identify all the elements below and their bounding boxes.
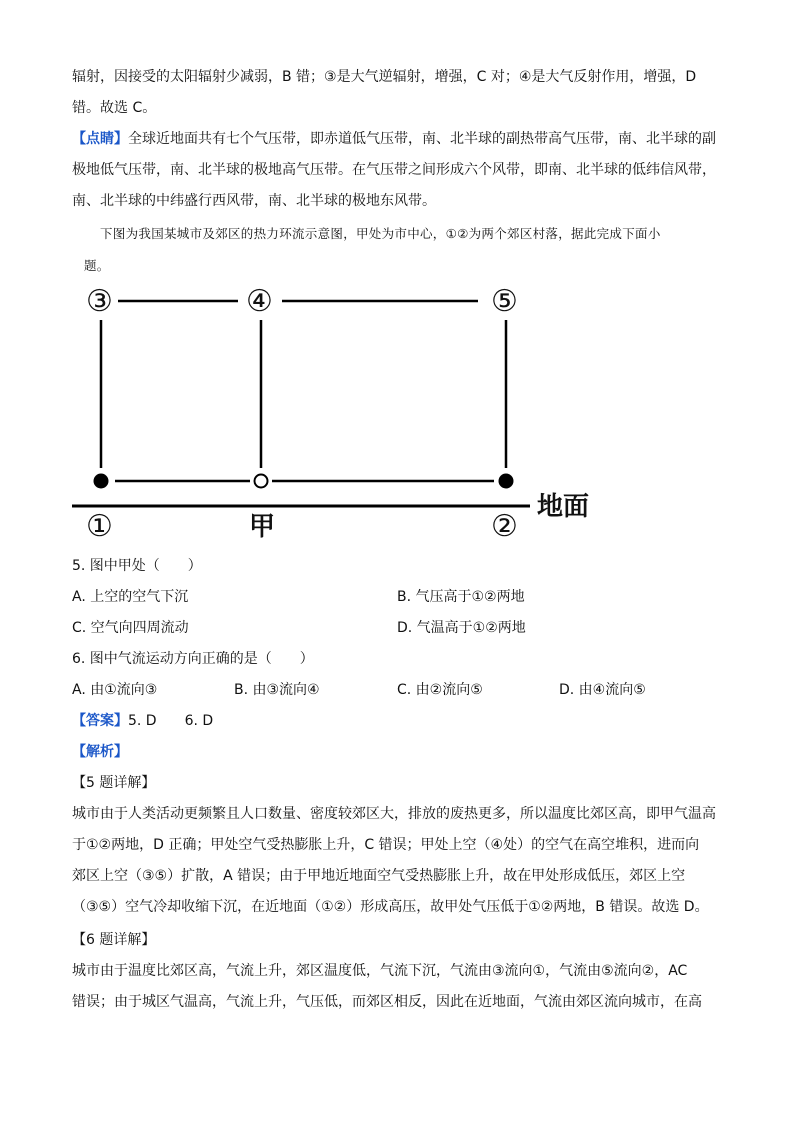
- label-4: ④: [246, 284, 273, 319]
- point-2-marker: [499, 474, 514, 489]
- text-line: 城市由于温度比郊区高，气流上升，郊区温度低，气流下沉，气流由③流向①，气流由⑤流向②，AC: [72, 963, 688, 979]
- intro-line: 下图为我国某城市及郊区的热力环流示意图，甲处为市中心，①②为两个郊区村落，据此完成下面小: [100, 226, 661, 241]
- question-5-stem: 5. 图中甲处（ ）: [72, 558, 202, 574]
- detail-6-tag: 【6 题详解】: [72, 932, 156, 948]
- intro-line: 题。: [84, 258, 110, 273]
- q6-option-d: D. 由④流向⑤: [559, 682, 646, 698]
- q6-option-c: C. 由②流向⑤: [397, 682, 483, 698]
- answer-tag: 【答案】: [72, 713, 128, 729]
- text-line: 极地低气压带，南、北半球的极地高气压带。在气压带之间形成六个风带，即南、北半球的低纬信风带，: [72, 162, 716, 178]
- text-line: （③⑤）空气冷却收缩下沉，在近地面（①②）形成高压，故甲处气压低于①②两地，B 错误。故选 D。: [72, 899, 709, 915]
- text-line: 错误；由于城区气温高，气流上升，气压低，而郊区相反，因此在近地面，气流由郊区流向城市，在高: [72, 994, 702, 1010]
- point-jia-marker: [255, 475, 268, 488]
- point-1-marker: [94, 474, 109, 489]
- thermal-circulation-diagram: [60, 280, 620, 550]
- diagram-lines: [60, 280, 620, 550]
- q6-option-b: B. 由③流向④: [234, 682, 320, 698]
- label-2: ②: [491, 509, 518, 544]
- text-line: 城市由于人类活动更频繁且人口数量、密度较郊区大，排放的废热更多，所以温度比郊区高，即甲气温高: [72, 806, 716, 822]
- dianjing-paragraph: [72, 129, 716, 149]
- text-line: 全球近地面共有七个气压带，即赤道低气压带，南、北半球的副热带高气压带，南、北半球的副: [128, 131, 716, 147]
- text-line: 辐射，因接受的太阳辐射少减弱，B 错；③是大气逆辐射，增强，C 对；④是大气反射作用，增强，D: [72, 69, 697, 85]
- label-3: ③: [86, 284, 113, 319]
- q5-option-c: C. 空气向四周流动: [72, 620, 189, 636]
- analysis-tag: 【解析】: [72, 744, 128, 760]
- label-5: ⑤: [491, 284, 518, 319]
- text-line: 郊区上空（③⑤）扩散，A 错误；由于甲地近地面空气受热膨胀上升，故在甲处形成低压，郊区上空: [72, 868, 686, 884]
- detail-5-tag: 【5 题详解】: [72, 775, 156, 791]
- text-line: 于①②两地，D 正确；甲处空气受热膨胀上升，C 错误；甲处上空（④处）的空气在高空堆积，进而向: [72, 837, 700, 853]
- dianjing-tag: 【点睛】: [72, 131, 128, 147]
- q5-option-b: B. 气压高于①②两地: [397, 589, 525, 605]
- text-line: 南、北半球的中纬盛行西风带，南、北半球的极地东风带。: [72, 193, 436, 209]
- label-1: ①: [86, 509, 113, 544]
- question-6-stem: 6. 图中气流运动方向正确的是（ ）: [72, 651, 314, 667]
- q5-option-d: D. 气温高于①②两地: [397, 620, 526, 636]
- text-line: 错。故选 C。: [72, 100, 157, 116]
- answer-line: [72, 711, 213, 731]
- q5-option-a: A. 上空的空气下沉: [72, 589, 189, 605]
- label-ground: 地面: [537, 492, 590, 522]
- label-jia: 甲: [249, 512, 276, 542]
- answer-text: 5. D 6. D: [128, 713, 214, 729]
- q6-option-a: A. 由①流向③: [72, 682, 158, 698]
